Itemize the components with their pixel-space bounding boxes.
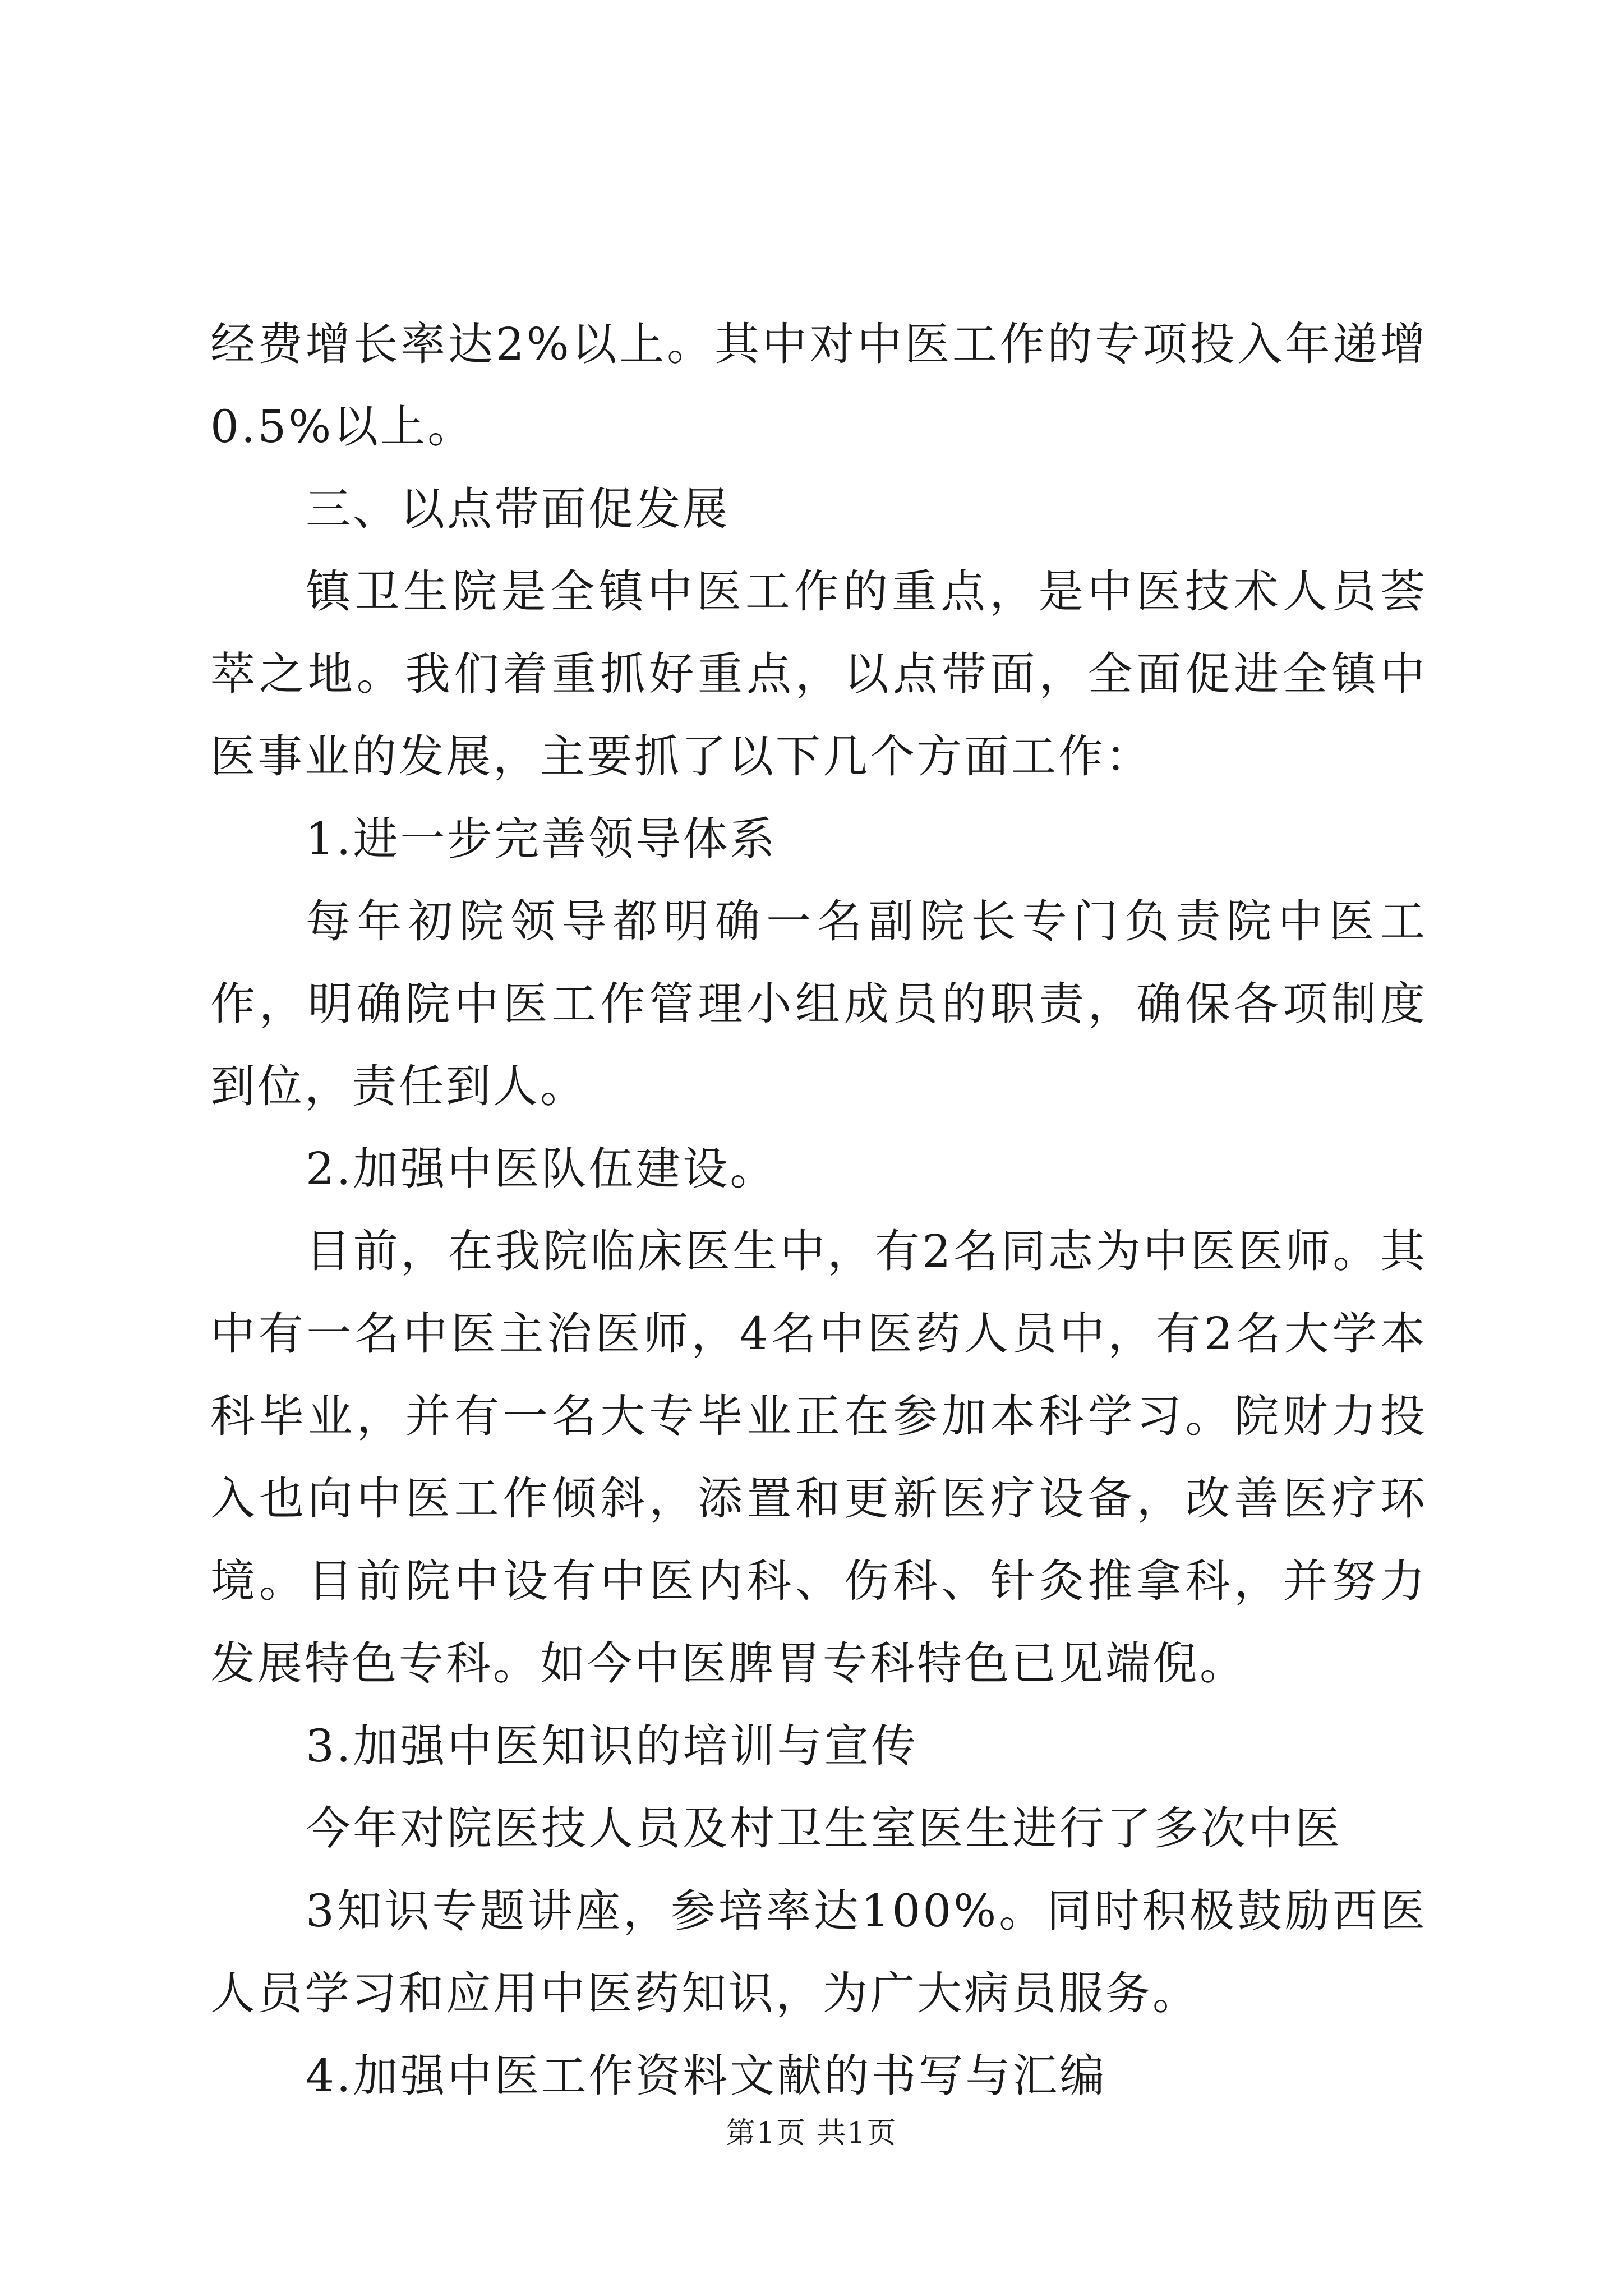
paragraph-3: 每年初院领导都明确一名副院长专门负责院中医工作，明确院中医工作管理小组成员的职责，确保各项制度到位，责任到人。	[210, 895, 1427, 1112]
paragraph-6: 3知识专题讲座，参培率达100%。同时积极鼓励西医人员学习和应用中医药知识，为广大病员服务。	[210, 1885, 1427, 2019]
page-footer: 第1页 共1页	[726, 2116, 897, 2150]
subheading-3: 3.加强中医知识的培训与宣传	[306, 1720, 919, 1772]
subheading-4: 4.加强中医工作资料文献的书写与汇编	[306, 2050, 1107, 2102]
document-body	[210, 303, 1427, 2117]
paragraph-4: 目前，在我院临床医生中，有2名同志为中医医师。其中有一名中医主治医师，4名中医药人员中，有2名大学本科毕业，并有一名大专毕业正在参加本科学习。院财力投入也向中医工作倾斜，添置和更新医疗设备，改善医疗环境。目前院中设有中医内科、伤科、针灸推拿科，并努力发展特色专科。如今中医脾胃专科特色已见端倪。	[210, 1225, 1427, 1690]
paragraph-5: 今年对院医技人员及村卫生室医生进行了多次中医	[306, 1802, 1342, 1855]
section-heading-3: 三、以点带面促发展	[306, 483, 730, 535]
paragraph-1: 经费增长率达2%以上。其中对中医工作的专项投入年递增0.5%以上。	[210, 318, 1427, 453]
subheading-2: 2.加强中医队伍建设。	[306, 1143, 777, 1195]
paragraph-2: 镇卫生院是全镇中医工作的重点，是中医技术人员荟萃之地。我们着重抓好重点，以点带面，全面促进全镇中医事业的发展，主要抓了以下几个方面工作：	[210, 565, 1427, 783]
subheading-1: 1.进一步完善领导体系	[306, 813, 777, 865]
